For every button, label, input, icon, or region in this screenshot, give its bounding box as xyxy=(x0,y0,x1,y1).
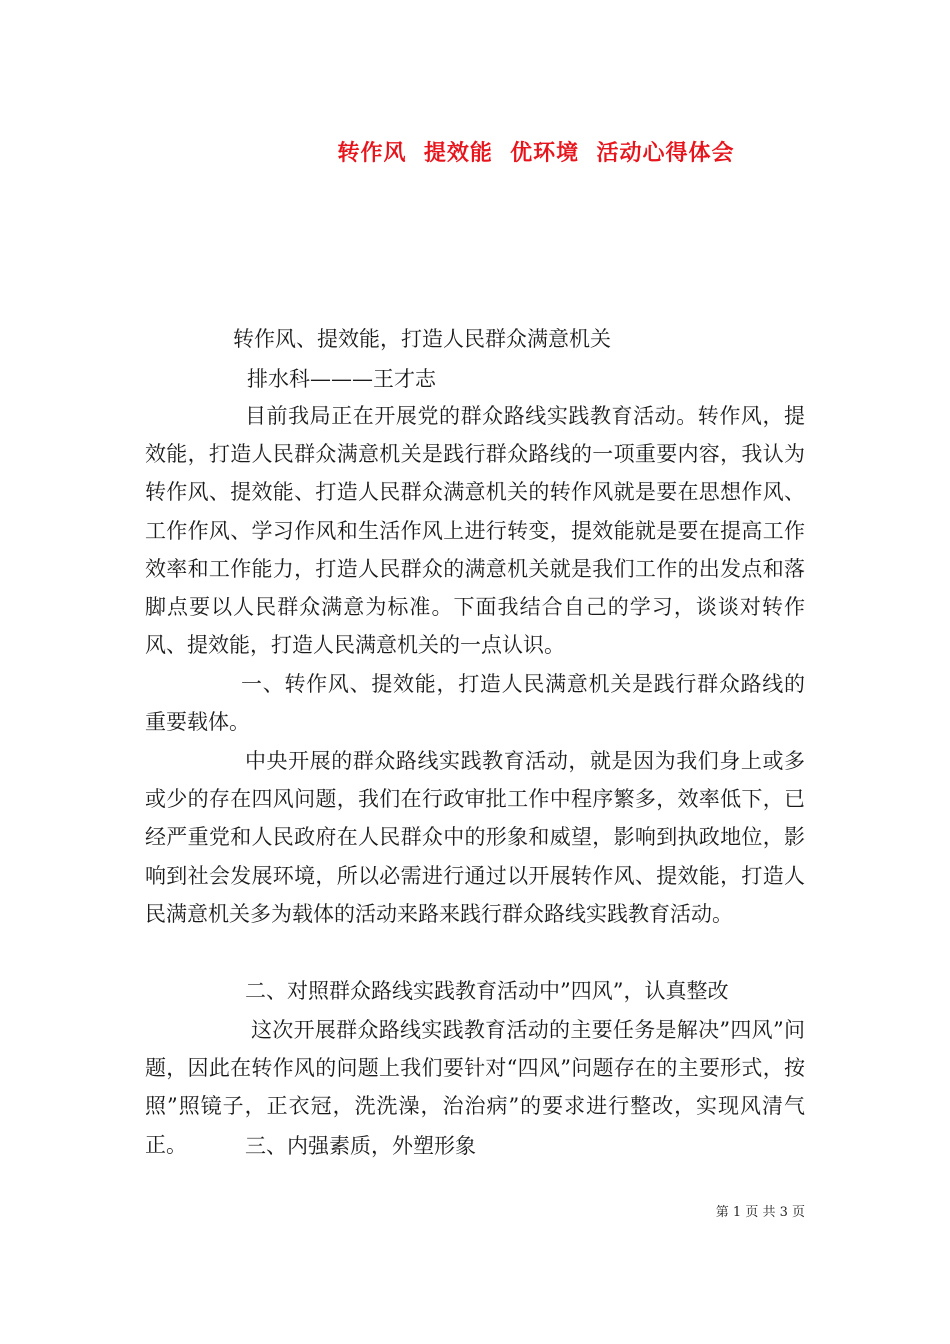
paragraph-section-1: 中央开展的群众路线实践教育活动，就是因为我们身上或多或少的存在四风问题，我们在行政审批工作中程序繁多，效率低下，已经严重党和人民政府在人民群众中的形象和威望，影响到执政地位，影响到社会发展环境，所以必需进行通过以开展转作风、提效能，打造人民满意机关多为载体的活动来路来践行群众路线实践教育活动。 xyxy=(145,749,805,926)
document-title: 转作风 提效能 优环境 活动心得体会 xyxy=(337,141,735,166)
document-subtitle: 转作风、提效能，打造人民群众满意机关 xyxy=(233,327,611,351)
section-heading-2: 二、对照群众路线实践教育活动中”四风”，认真整改 xyxy=(245,979,729,1003)
paragraph-intro: 目前我局正在开展党的群众路线实践教育活动。转作风，提效能，打造人民群众满意机关是践行群众路线的一项重要内容，我认为转作风、提效能、打造人民群众满意机关的转作风就是要在思想作风、工作作风、学习作风和生活作风上进行转变，提效能就是要在提高工作效率和工作能力，打造人民群众的满意机关就是我们工作的出发点和落脚点要以人民群众满意为标准。下面我结合自己的学习，谈谈对转作风、提效能，打造人民满意机关的一点认识。 xyxy=(145,404,805,658)
section-heading-1: 一、转作风、提效能，打造人民满意机关是践行群众路线的重要载体。 xyxy=(145,672,805,735)
page-footer: 第 1 页 共 3 页 xyxy=(715,1205,805,1220)
section-heading-3: 三、内强素质，外塑形象 xyxy=(245,1134,476,1158)
paragraph-section-2: 这次开展群众路线实践教育活动的主要任务是解决”四风”问题，因此在转作风的问题上我们要针对“四风”问题存在的主要形式，按照”照镜子，正衣冠，洗洗澡，治治病”的要求进行整改，实现风清气正。 xyxy=(145,1018,805,1157)
author-line: 排水科———王才志 xyxy=(247,367,436,391)
